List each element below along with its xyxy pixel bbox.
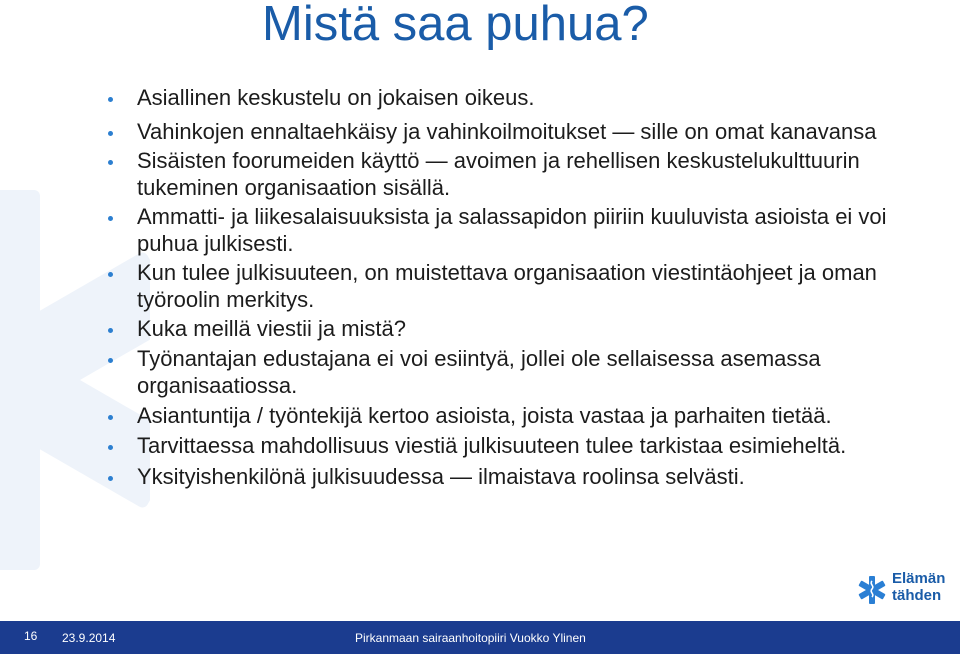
bullet-text: Vahinkojen ennaltaehkäisy ja vahinkoilmoitukset — sille on omat kanavansa <box>137 119 877 144</box>
logo-line-2: tähden <box>892 587 942 604</box>
footer-organization: Pirkanmaan sairaanhoitopiiri Vuokko Ylinen <box>355 631 586 645</box>
bullet-item <box>106 463 906 490</box>
bullet-item <box>106 345 906 399</box>
footer-bar <box>0 621 960 654</box>
bullet-item <box>106 402 906 429</box>
bullet-text: Sisäisten foorumeiden käyttö — avoimen ja rehellisen keskustelukulttuurin tukeminen organisaation sisällä. <box>137 148 860 200</box>
bullet-text: Työnantajan edustajana ei voi esiintyä, jollei ole sellaisessa asemassa organisaatiossa. <box>137 346 821 398</box>
bullet-item <box>106 432 906 459</box>
bullet-item <box>106 315 906 342</box>
logo-line-1: Elämän <box>892 570 946 587</box>
bullet-item <box>106 118 906 145</box>
bullet-dot-icon <box>108 131 113 136</box>
bullet-dot-icon <box>108 216 113 221</box>
bullet-dot-icon <box>108 415 113 420</box>
footer-date: 23.9.2014 <box>62 631 116 645</box>
bullet-text: Yksityishenkilönä julkisuudessa — ilmaistava roolinsa selvästi. <box>137 464 745 489</box>
bullet-dot-icon <box>108 358 113 363</box>
bullet-text: Ammatti- ja liikesalaisuuksista ja salassapidon piiriin kuuluvista asioista ei voi puhua julkisesti. <box>137 204 887 256</box>
logo-text <box>892 570 945 604</box>
bullet-text: Kun tulee julkisuuteen, on muistettava organisaation viestintäohjeet ja oman työroolin merkitys. <box>137 260 877 312</box>
bullet-text: Tarvittaessa mahdollisuus viestiä julkisuuteen tulee tarkistaa esimieheltä. <box>137 433 847 458</box>
slide-title: Mistä saa puhua? <box>262 0 649 51</box>
bullet-text: Kuka meillä viestii ja mistä? <box>137 316 406 341</box>
bullet-dot-icon <box>108 476 113 481</box>
star-of-life-icon <box>856 574 888 606</box>
bullet-item <box>106 203 906 257</box>
bullet-list <box>106 84 906 490</box>
slide-number: 16 <box>24 629 38 643</box>
bullet-dot-icon <box>108 97 113 102</box>
elaman-tahden-logo <box>856 570 956 614</box>
bullet-dot-icon <box>108 445 113 450</box>
bullet-dot-icon <box>108 160 113 165</box>
bullet-text: Asiallinen keskustelu on jokaisen oikeus. <box>137 85 535 110</box>
bullet-item <box>106 84 906 111</box>
bullet-dot-icon <box>108 328 113 333</box>
bullet-text: Asiantuntija / työntekijä kertoo asioista, joista vastaa ja parhaiten tietää. <box>137 403 832 428</box>
bullet-item <box>106 147 906 201</box>
bullet-item <box>106 259 906 313</box>
bullet-dot-icon <box>108 272 113 277</box>
